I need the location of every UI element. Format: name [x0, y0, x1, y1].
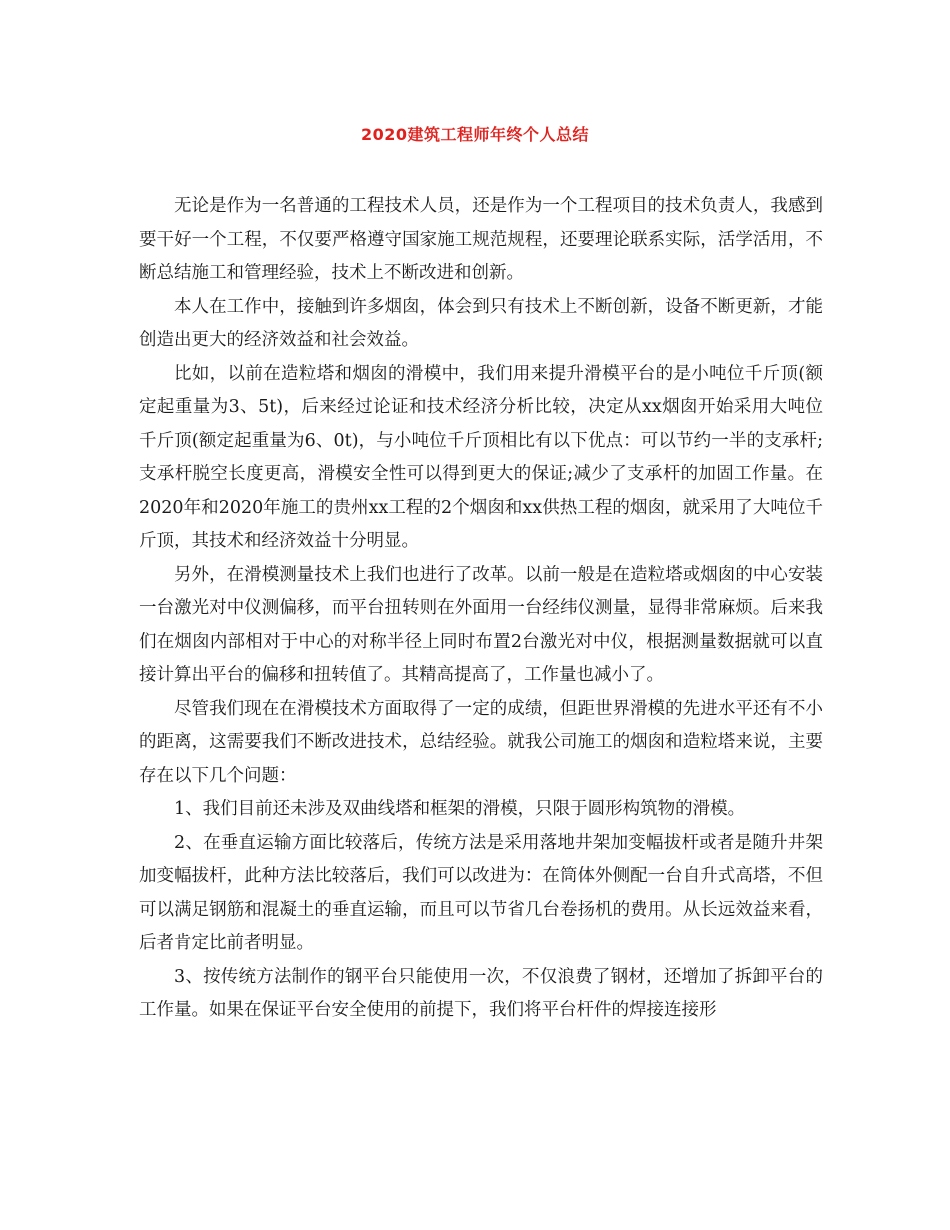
paragraph: 尽管我们现在在滑模技术方面取得了一定的成绩，但距世界滑模的先进水平还有不小的距离，这需要我们不断改进技术，总结经验。就我公司施工的烟囱和造粒塔来说，主要存在以下几个问题： [139, 698, 823, 786]
document-body [139, 190, 823, 1028]
paragraph: 无论是作为一名普通的工程技术人员，还是作为一个工程项目的技术负责人，我感到要干好一个工程，不仅要严格遵守国家施工规范规程，还要理论联系实际，活学活用，不断总结施工和管理经验，技术上不断改进和创新。 [139, 196, 823, 283]
paragraph: 1、我们目前还未涉及双曲线塔和框架的滑模，只限于圆形构筑物的滑模。 [174, 799, 746, 819]
paragraph: 本人在工作中，接触到许多烟囱，体会到只有技术上不断创新，设备不断更新，才能创造出更大的经济效益和社会效益。 [139, 296, 823, 350]
paragraph: 比如，以前在造粒塔和烟囱的滑模中，我们用来提升滑模平台的是小吨位千斤顶(额定起重量为3、5t)，后来经过论证和技术经济分析比较，决定从xx烟囱开始采用大吨位千斤顶(额定起重量为6、0t)，与小吨位千斤顶相比有以下优点：可以节约一半的支承杆;支承杆脱空长度更高，滑模安全性可以得到更大的保证;减少了支承杆的加固工作量。在2020年和2020年施工的贵州xx工程的2个烟囱和xx供热工程的烟囱，就采用了大吨位千斤顶，其技术和经济效益十分明显。 [139, 363, 823, 551]
paragraph: 2、在垂直运输方面比较落后，传统方法是采用落地井架加变幅拔杆或者是随升井架加变幅拔杆，此种方法比较落后，我们可以改进为：在筒体外侧配一台自升式高塔，不但可以满足钢筋和混凝土的垂直运输，而且可以节省几台卷扬机的费用。从长远效益来看，后者肯定比前者明显。 [139, 832, 823, 953]
paragraph: 另外，在滑模测量技术上我们也进行了改革。以前一般是在造粒塔或烟囱的中心安装一台激光对中仪测偏移，而平台扭转则在外面用一台经纬仪测量，显得非常麻烦。后来我们在烟囱内部相对于中心的对称半径上同时布置2台激光对中仪，根据测量数据就可以直接计算出平台的偏移和扭转值了。其精高提高了，工作量也减小了。 [139, 564, 823, 685]
document-title: 2020建筑工程师年终个人总结 [360, 125, 590, 144]
paragraph: 3、按传统方法制作的钢平台只能使用一次，不仅浪费了钢材，还增加了拆卸平台的工作量。如果在保证平台安全使用的前提下，我们将平台杆件的焊接连接形 [139, 966, 823, 1020]
